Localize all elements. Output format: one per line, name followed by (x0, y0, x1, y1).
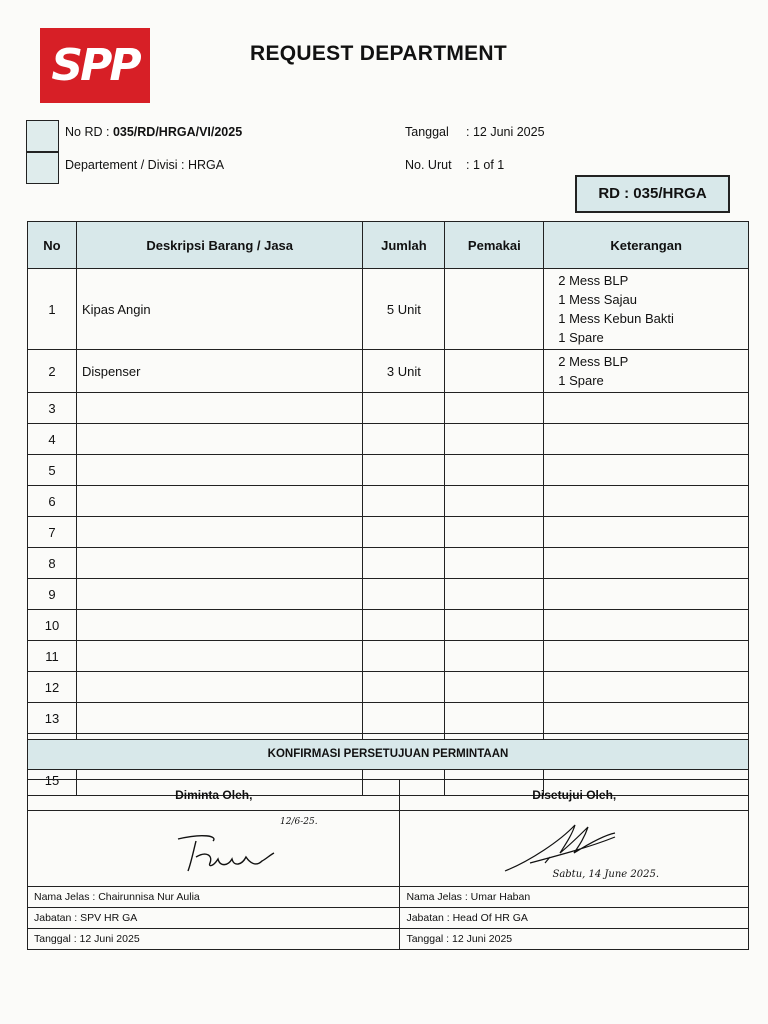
row-quantity (363, 548, 445, 579)
approved-by-heading: Disetujui Oleh, (400, 780, 749, 811)
tanggal-label: Tanggal (405, 125, 449, 139)
row-quantity (363, 610, 445, 641)
approver-position: Jabatan : Head Of HR GA (400, 908, 749, 929)
table-row (28, 579, 749, 610)
table-row (28, 517, 749, 548)
row-description (76, 393, 363, 424)
requested-by-heading: Diminta Oleh, (28, 780, 400, 811)
row-notes (544, 610, 749, 641)
row-user (445, 424, 544, 455)
row-quantity (363, 672, 445, 703)
row-notes (544, 424, 749, 455)
table-header-row (28, 222, 749, 269)
row-user (445, 548, 544, 579)
row-quantity (363, 455, 445, 486)
row-number: 8 (28, 548, 77, 579)
note-line: 2 Mess BLP (558, 273, 629, 288)
row-user (445, 579, 544, 610)
row-number: 13 (28, 703, 77, 734)
approver-handwritten-date: Sabtu, 14 June 2025. (552, 869, 660, 880)
row-number: 4 (28, 424, 77, 455)
row-number: 10 (28, 610, 77, 641)
row-number: 11 (28, 641, 77, 672)
no-rd-value: 035/RD/HRGA/VI/2025 (112, 125, 243, 139)
table-row (28, 486, 749, 517)
row-notes (544, 350, 749, 393)
row-description (76, 672, 363, 703)
row-notes (544, 393, 749, 424)
items-table (27, 221, 749, 796)
row-user (445, 393, 544, 424)
note-line: 2 Mess BLP (558, 354, 629, 369)
row-notes (544, 641, 749, 672)
table-row (28, 548, 749, 579)
row-description (76, 455, 363, 486)
checkbox-departement[interactable] (26, 152, 59, 184)
row-number: 6 (28, 486, 77, 517)
row-number: 2 (28, 350, 77, 393)
no-urut-value: : 1 of 1 (466, 158, 505, 172)
row-description (76, 517, 363, 548)
row-quantity (363, 424, 445, 455)
row-notes (544, 548, 749, 579)
row-description: Kipas Angin (76, 269, 363, 350)
row-quantity: 3 Unit (363, 350, 445, 393)
signature-table (27, 779, 749, 950)
page-title: REQUEST DEPARTMENT (250, 42, 508, 65)
column-header-pemakai: Pemakai (445, 222, 544, 269)
table-row (28, 672, 749, 703)
table-row (28, 610, 749, 641)
confirmation-banner: KONFIRMASI PERSETUJUAN PERMINTAAN (27, 739, 749, 770)
no-rd-label: No RD : (65, 125, 110, 139)
row-user (445, 486, 544, 517)
table-row (28, 269, 749, 350)
requester-signature-box (28, 811, 400, 887)
row-notes (544, 703, 749, 734)
row-user (445, 269, 544, 350)
approver-signature-box (400, 811, 749, 887)
note-line: 1 Mess Kebun Bakti (558, 311, 674, 326)
row-quantity (363, 579, 445, 610)
row-number: 1 (28, 269, 77, 350)
row-quantity (363, 517, 445, 548)
column-header-deskripsi: Deskripsi Barang / Jasa (76, 222, 363, 269)
row-description (76, 610, 363, 641)
row-quantity (363, 486, 445, 517)
no-urut-label: No. Urut (405, 158, 452, 172)
logo-text: SPP (51, 40, 139, 91)
row-user (445, 517, 544, 548)
column-header-jumlah: Jumlah (363, 222, 445, 269)
table-row (28, 703, 749, 734)
column-header-no: No (28, 222, 77, 269)
row-number: 15 (28, 765, 77, 796)
departement-label: Departement / Divisi : (65, 158, 185, 172)
table-row (28, 424, 749, 455)
requester-handwritten-date: 12/6-25. (280, 817, 318, 827)
row-notes (544, 672, 749, 703)
table-row (28, 350, 749, 393)
row-notes (544, 579, 749, 610)
row-user (445, 350, 544, 393)
row-description (76, 486, 363, 517)
row-quantity (363, 641, 445, 672)
approver-name: Nama Jelas : Umar Haban (400, 887, 749, 908)
row-user (445, 641, 544, 672)
row-user (445, 703, 544, 734)
tanggal-value: : 12 Juni 2025 (466, 125, 545, 139)
table-row (28, 393, 749, 424)
row-number: 5 (28, 455, 77, 486)
checkbox-no-rd[interactable] (26, 120, 59, 152)
row-notes (544, 517, 749, 548)
departement-value: HRGA (187, 158, 225, 172)
requester-name: Nama Jelas : Chairunnisa Nur Aulia (28, 887, 400, 908)
row-description (76, 641, 363, 672)
row-description: Dispenser (76, 350, 363, 393)
company-logo (40, 28, 150, 103)
requester-position: Jabatan : SPV HR GA (28, 908, 400, 929)
note-line: 1 Mess Sajau (558, 292, 638, 307)
approver-date: Tanggal : 12 Juni 2025 (400, 929, 749, 950)
row-number: 12 (28, 672, 77, 703)
row-number: 3 (28, 393, 77, 424)
row-description (76, 579, 363, 610)
column-header-keterangan: Keterangan (544, 222, 749, 269)
row-description (76, 548, 363, 579)
requester-signature (28, 811, 401, 886)
table-row (28, 455, 749, 486)
no-rd-field (65, 125, 242, 139)
row-notes (544, 486, 749, 517)
row-description (76, 424, 363, 455)
row-notes (544, 455, 749, 486)
requester-date: Tanggal : 12 Juni 2025 (28, 929, 400, 950)
row-number: 9 (28, 579, 77, 610)
row-quantity (363, 703, 445, 734)
table-row (28, 641, 749, 672)
row-user (445, 610, 544, 641)
row-description (76, 703, 363, 734)
row-quantity: 5 Unit (363, 269, 445, 350)
note-line: 1 Spare (558, 330, 604, 345)
row-quantity (363, 393, 445, 424)
row-user (445, 455, 544, 486)
rd-number-box: RD : 035/HRGA (575, 175, 730, 213)
row-user (445, 672, 544, 703)
row-notes (544, 269, 749, 350)
departement-field (65, 158, 224, 172)
note-line: 1 Spare (558, 373, 604, 388)
row-number: 7 (28, 517, 77, 548)
